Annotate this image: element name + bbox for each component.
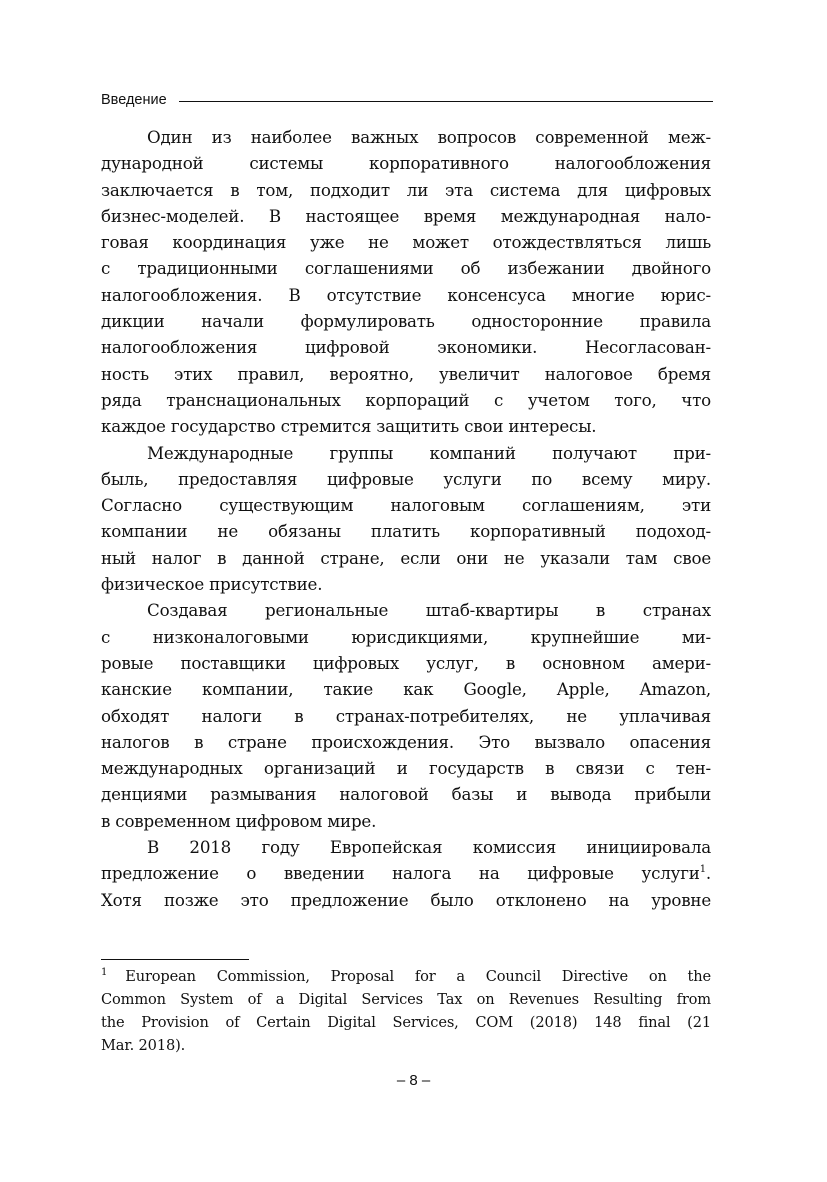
text-line: международных организаций и государств в связи с тен- — [101, 758, 711, 779]
text-line: каждое государство стремится защитить свои интересы. — [101, 416, 597, 437]
text-line: дикции начали формулировать односторонние правила — [101, 311, 711, 332]
main-text — [101, 124, 711, 913]
text-line: говая координация уже не может отождествляться лишь — [101, 232, 711, 253]
paragraph-4 — [101, 834, 711, 913]
footnote-separator — [101, 959, 249, 960]
footnote-line: the Provision of Certain Digital Services, COM (2018) 148 final (21 — [101, 1014, 711, 1031]
text-line: в современном цифровом мире. — [101, 810, 377, 831]
text-line: бизнес-моделей. В настоящее время международная нало- — [101, 205, 711, 226]
paragraph-1 — [101, 124, 711, 440]
text-line: компании не обязаны платить корпоративный подоход- — [101, 521, 711, 542]
footnote-line: Mar. 2018). — [101, 1037, 186, 1054]
text-fragment: предложение о введении налога на цифровые услуги — [101, 863, 700, 884]
text-line: налогообложения цифровой экономики. Несогласован- — [101, 337, 711, 358]
text-line: канские компании, такие как Google, Apple, Amazon, — [101, 679, 711, 700]
footnote — [101, 965, 711, 1057]
text-line: Международные группы компаний получают при- — [147, 442, 711, 463]
text-line-with-footnote — [101, 860, 711, 886]
footnote-reference[interactable]: 1 — [699, 864, 706, 876]
paragraph-3 — [101, 597, 711, 834]
text-line: ный налог в данной стране, если они не указали там свое — [101, 547, 711, 568]
sentence-period: . — [705, 863, 711, 884]
footnote-number: 1 — [101, 967, 108, 978]
text-line: В 2018 году Европейская комиссия инициировала — [147, 837, 711, 858]
footnote-text: European Commission, Proposal for a Council Directive on the — [125, 968, 711, 985]
footnote-line: Common System of a Digital Services Tax on Revenues Resulting from — [101, 991, 711, 1008]
text-line: Согласно существующим налоговым соглашениям, эти — [101, 495, 711, 516]
text-line: ряда транснациональных корпораций с учетом того, что — [101, 389, 711, 410]
page-number: – 8 – — [396, 1072, 431, 1089]
text-line: налогов в стране происхождения. Это вызвало опасения — [101, 731, 711, 752]
text-line: обходят налоги в странах-потребителях, не уплачивая — [101, 705, 711, 726]
text-line: Создавая региональные штаб-квартиры в странах — [147, 600, 711, 621]
text-line: быль, предоставляя цифровые услуги по всему миру. — [101, 468, 711, 489]
footnote-line — [101, 965, 711, 988]
text-line: Один из наиболее важных вопросов современной меж- — [147, 127, 711, 147]
text-line: Хотя позже это предложение было отклонено на уровне — [101, 889, 711, 910]
running-header — [101, 88, 713, 110]
text-line: ность этих правил, вероятно, увеличит налоговое бремя — [101, 363, 711, 384]
text-line: дународной системы корпоративного налогообложения — [101, 153, 711, 174]
paragraph-2 — [101, 440, 711, 598]
text-line: с низконалоговыми юрисдикциями, крупнейшие ми- — [101, 626, 711, 647]
text-line: ровые поставщики цифровых услуг, в основном амери- — [101, 652, 711, 673]
text-line: физическое присутствие. — [101, 574, 323, 595]
text-line: заключается в том, подходит ли эта система для цифровых — [101, 179, 711, 200]
header-rule — [179, 101, 713, 102]
section-title: Введение — [101, 92, 167, 108]
text-line: с традиционными соглашениями об избежании двойного — [101, 258, 711, 279]
text-line: налогообложения. В отсутствие консенсуса многие юрис- — [101, 284, 711, 305]
text-line: денциями размывания налоговой базы и вывода прибыли — [101, 784, 711, 805]
